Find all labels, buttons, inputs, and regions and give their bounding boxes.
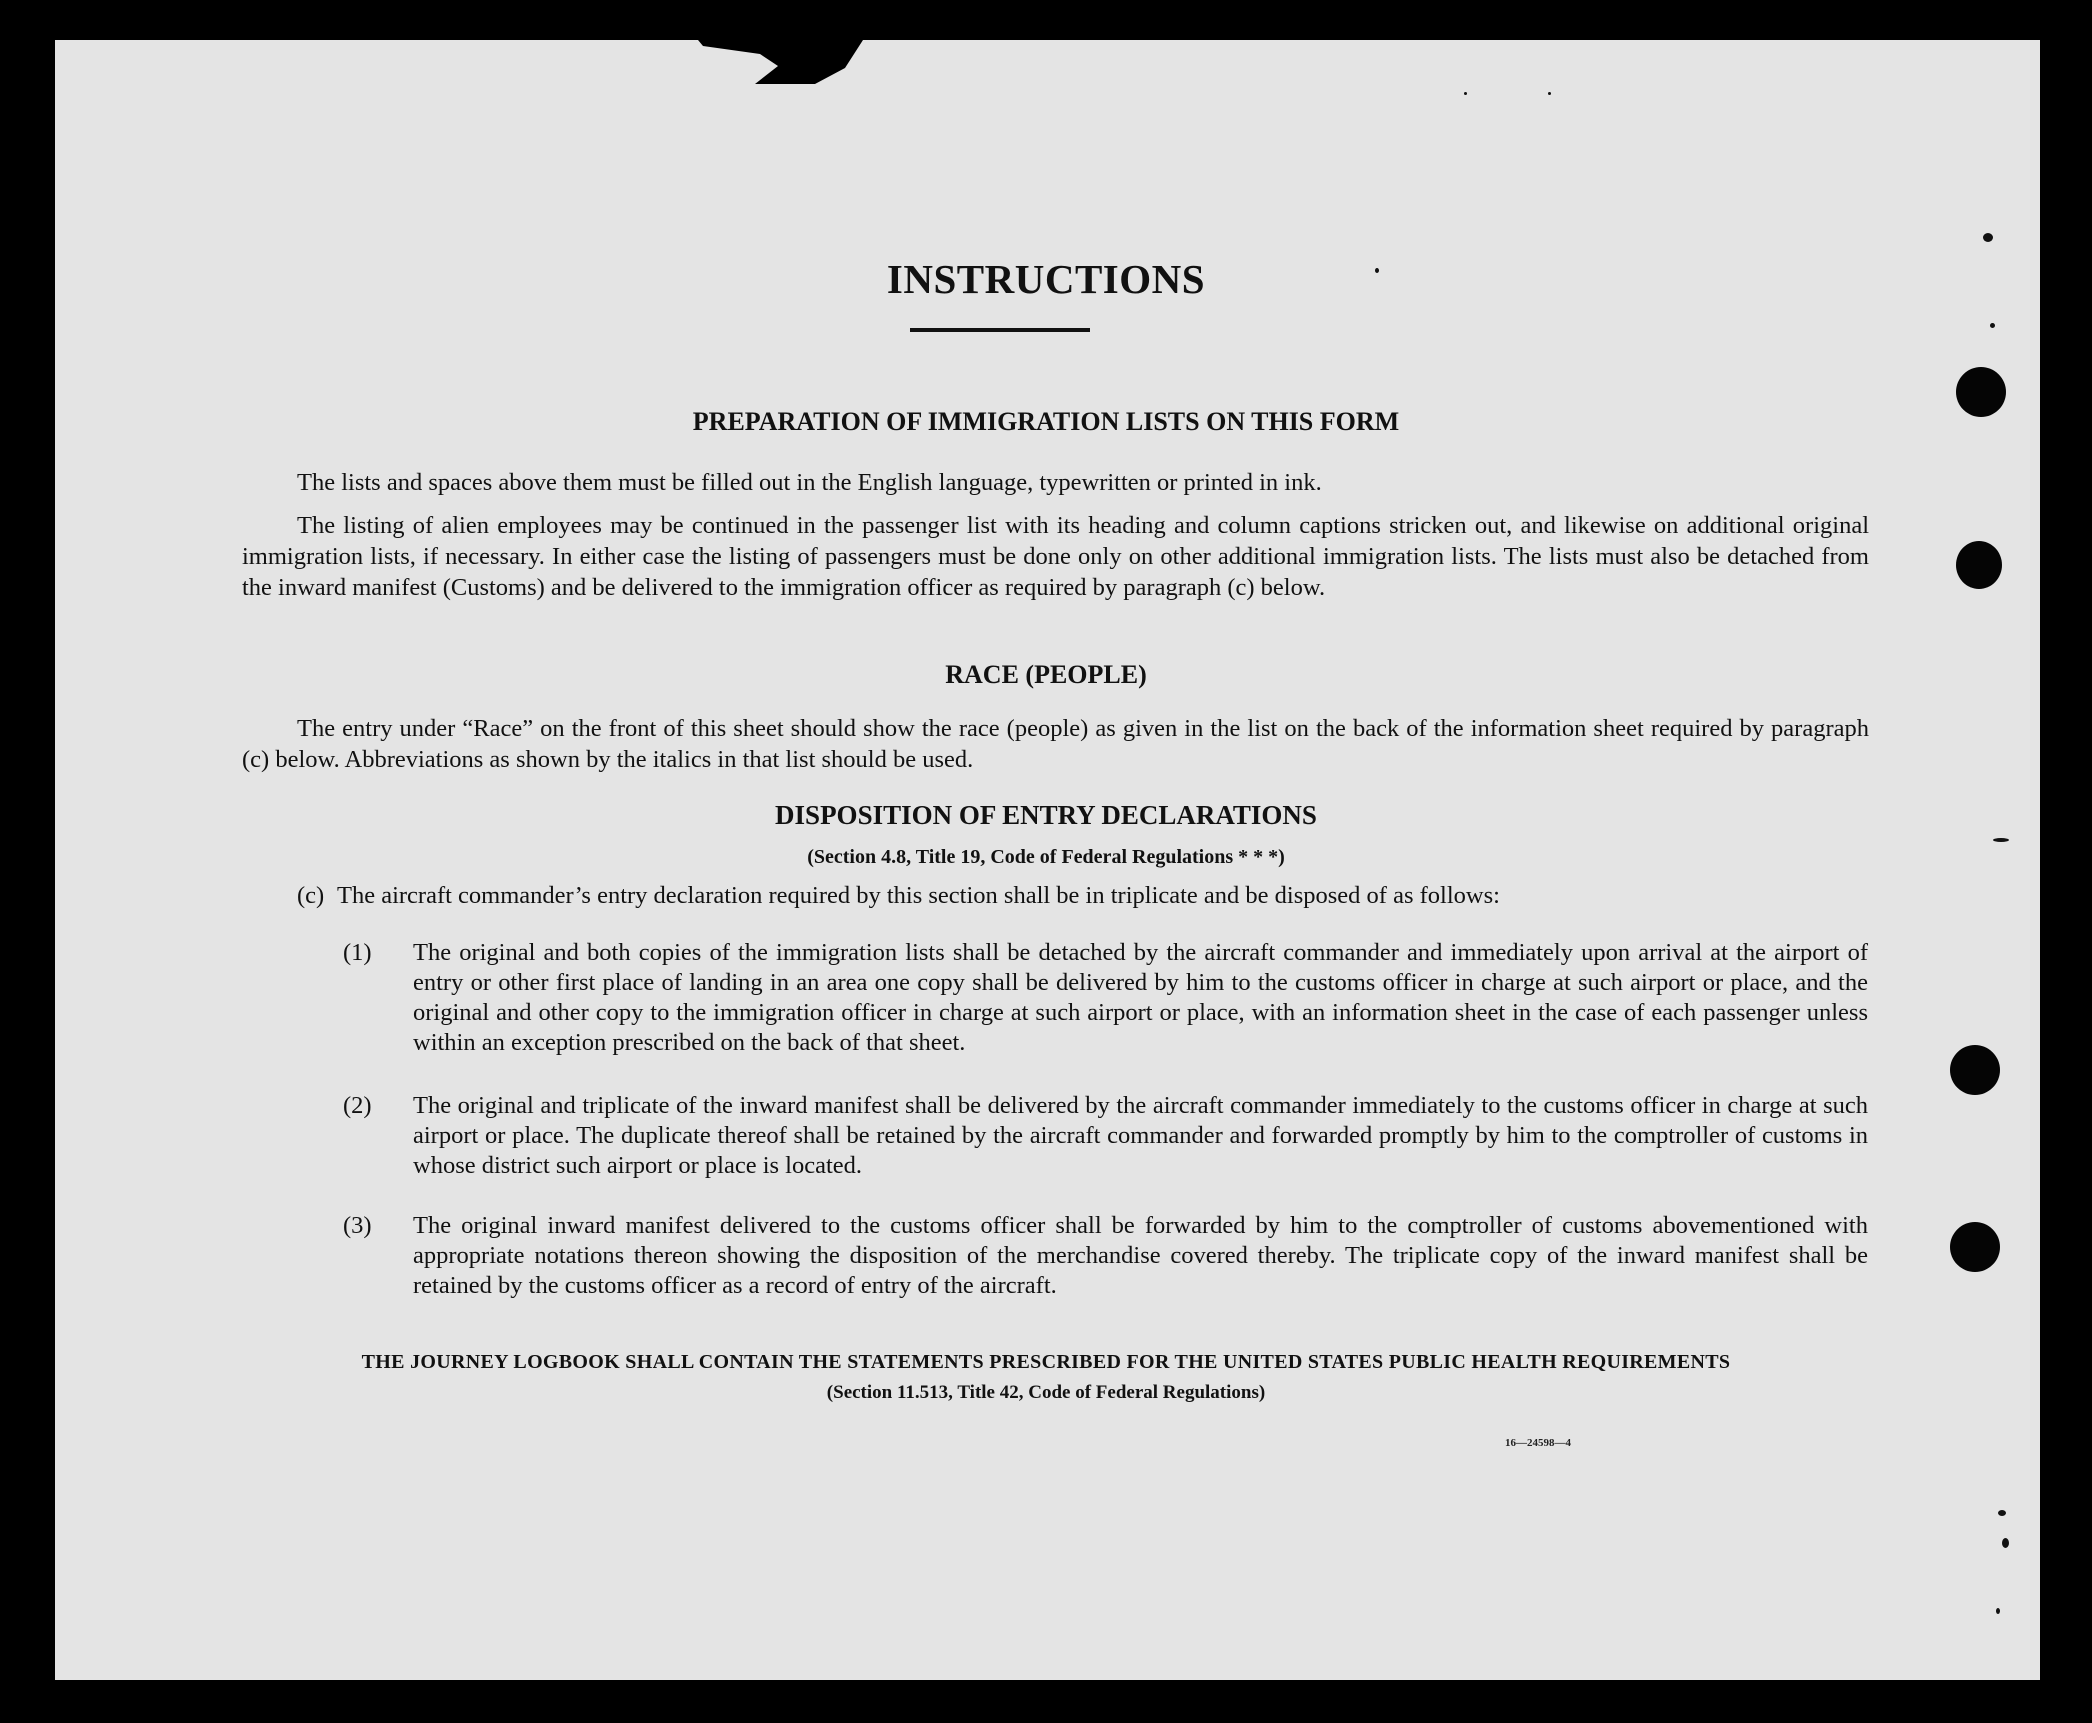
- disposition-item: [343, 1211, 1868, 1301]
- preparation-heading: PREPARATION OF IMMIGRATION LISTS ON THIS FORM: [692, 407, 1400, 436]
- preparation-paragraph-2: The listing of alien employees may be continued in the passenger list with its heading and column captions stricken out, and likewise on additional original immigration lists, if necessary. In either case the listing of passengers must be done only on other additional immigration lists. The lists must also be detached from the inward manifest (Customs) and be delivered to the immigration officer as required by paragraph (c) below.: [242, 512, 1869, 601]
- form-number: 16—24598—4: [1505, 1437, 1571, 1449]
- disposition-intro: [297, 881, 1897, 911]
- paragraph-label: (c): [297, 882, 325, 909]
- item-text: The original inward manifest delivered to the customs officer shall be forwarded by him to the comptroller of customs abovementioned with appropriate notations thereon showing the disposition of the merchandise covered thereby. The triplicate copy of the inward manifest shall be retained by the customs officer as a record of entry of the aircraft.: [413, 1212, 1868, 1299]
- item-number: (1): [343, 939, 372, 966]
- health-requirements-statement: THE JOURNEY LOGBOOK SHALL CONTAIN THE STATEMENTS PRESCRIBED FOR THE UNITED STATES PUBLIC HEALTH REQUIREMENTS: [361, 1351, 1731, 1373]
- item-number: (3): [343, 1212, 372, 1239]
- disposition-item: [343, 1091, 1868, 1181]
- disposition-citation: (Section 4.8, Title 19, Code of Federal Regulations * * *): [807, 846, 1285, 868]
- item-number: (2): [343, 1092, 372, 1119]
- health-requirements-citation: (Section 11.513, Title 42, Code of Federal Regulations): [826, 1382, 1266, 1403]
- document-title: INSTRUCTIONS: [886, 256, 1206, 302]
- race-heading: RACE (PEOPLE): [945, 660, 1147, 689]
- disposition-item: [343, 938, 1868, 1058]
- title-underline: [910, 328, 1090, 332]
- race-paragraph: The entry under “Race” on the front of this sheet should show the race (people) as given in the list on the back of the information sheet required by paragraph (c) below. Abbreviations as shown by the italics in that list should be used.: [242, 715, 1869, 773]
- disposition-intro-text: The aircraft commander’s entry declaration required by this section shall be in triplicate and be disposed of as follows:: [337, 882, 1500, 909]
- item-text: The original and triplicate of the inward manifest shall be delivered by the aircraft commander immediately to the customs officer in charge at such airport or place. The duplicate thereof shall be retained by the aircraft commander and forwarded promptly by him to the comptroller of customs in whose district such airport or place is located.: [413, 1092, 1868, 1179]
- disposition-heading: DISPOSITION OF ENTRY DECLARATIONS: [775, 800, 1317, 830]
- item-text: The original and both copies of the immigration lists shall be detached by the aircraft commander and immediately upon arrival at the airport of entry or other first place of landing in an area one copy shall be delivered by him to the customs officer in charge at such airport or place, and the original and other copy to the immigration officer in charge at such airport or place, with an information sheet in the case of each passenger unless within an exception prescribed on the back of that sheet.: [413, 939, 1868, 1056]
- preparation-paragraph-1: The lists and spaces above them must be filled out in the English language, typewritten or printed in ink.: [297, 469, 1322, 496]
